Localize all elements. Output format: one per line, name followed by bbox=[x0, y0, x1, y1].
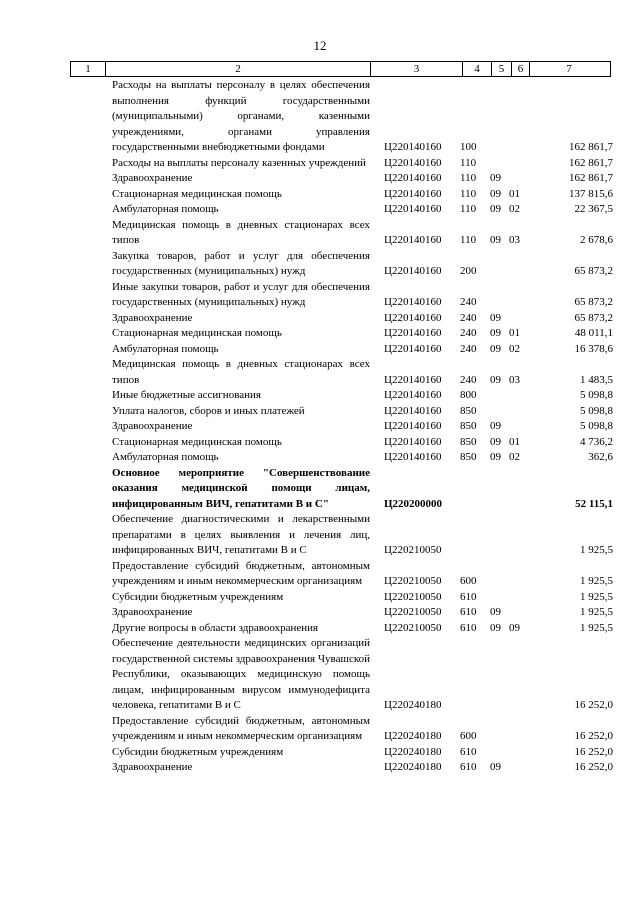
row-amount: 48 011,1 bbox=[574, 327, 613, 339]
row-section: 09 bbox=[490, 327, 501, 339]
row-code: Ц220240180 bbox=[384, 745, 442, 758]
row-name: Предоставление субсидий бюджетным, автономным учреждениям и иным некоммерческим организациям bbox=[112, 714, 370, 742]
row-code: Ц220240180 bbox=[384, 761, 442, 773]
table-row bbox=[0, 249, 640, 280]
row-code: Ц220140160 bbox=[384, 296, 442, 308]
table-row bbox=[0, 466, 640, 513]
table-row bbox=[0, 435, 640, 451]
row-group: 850 bbox=[460, 420, 477, 432]
row-group: 240 bbox=[460, 342, 477, 355]
header-col-5: 5 bbox=[492, 62, 512, 76]
row-name: Уплата налогов, сборов и иных платежей bbox=[112, 404, 305, 417]
row-subsection: 09 bbox=[509, 621, 520, 634]
row-section: 09 bbox=[490, 311, 501, 324]
table-row bbox=[0, 559, 640, 590]
row-amount: 16 252,0 bbox=[574, 699, 613, 711]
row-name: Основное мероприятие "Совершенствование оказания медицинской помощи лицам, инфицированным ВИЧ, гепатитами В и С" bbox=[112, 466, 370, 510]
row-name: Здравоохранение bbox=[112, 761, 193, 773]
row-code: Ц220140160 bbox=[384, 311, 442, 324]
row-section: 09 bbox=[490, 621, 501, 634]
table-row bbox=[0, 636, 640, 714]
row-amount: 16 252,0 bbox=[574, 745, 613, 758]
row-subsection: 03 bbox=[509, 234, 520, 246]
table-row bbox=[0, 760, 640, 776]
row-code: Ц220140160 bbox=[384, 451, 442, 463]
row-code: Ц220140160 bbox=[384, 203, 442, 215]
row-section: 09 bbox=[490, 606, 501, 618]
table-row bbox=[0, 218, 640, 249]
row-code: Ц220240180 bbox=[384, 699, 442, 711]
row-section: 09 bbox=[490, 435, 501, 448]
table-body bbox=[0, 78, 640, 776]
table-row bbox=[0, 311, 640, 327]
row-section: 09 bbox=[490, 373, 501, 386]
row-name: Расходы на выплаты персоналу казенных учреждений bbox=[112, 156, 366, 169]
row-amount: 5 098,8 bbox=[580, 420, 613, 432]
row-code: Ц220210050 bbox=[384, 606, 442, 618]
row-amount: 1 925,5 bbox=[580, 621, 613, 634]
row-amount: 65 873,2 bbox=[574, 311, 613, 324]
row-section: 09 bbox=[490, 203, 501, 215]
row-group: 240 bbox=[460, 327, 477, 339]
row-amount: 5 098,8 bbox=[580, 404, 613, 417]
row-amount: 1 925,5 bbox=[580, 606, 613, 618]
page-number: 12 bbox=[313, 38, 327, 53]
row-name: Медицинская помощь в дневных стационарах всех типов bbox=[112, 358, 370, 386]
row-group: 200 bbox=[460, 265, 477, 277]
row-code: Ц220140160 bbox=[384, 327, 442, 339]
row-group: 240 bbox=[460, 311, 477, 324]
row-section: 09 bbox=[490, 420, 501, 432]
header-col-4: 4 bbox=[463, 62, 492, 76]
row-amount: 162 861,7 bbox=[569, 156, 613, 169]
row-amount: 16 252,0 bbox=[574, 730, 613, 742]
header-col-3: 3 bbox=[371, 62, 463, 76]
row-amount: 1 925,5 bbox=[580, 575, 613, 587]
row-name: Стационарная медицинская помощь bbox=[112, 327, 282, 339]
row-code: Ц220140160 bbox=[384, 234, 442, 246]
row-name: Субсидии бюджетным учреждениям bbox=[112, 590, 284, 603]
row-code: Ц220140160 bbox=[384, 265, 442, 277]
row-group: 110 bbox=[460, 172, 477, 184]
row-code: Ц220140160 bbox=[384, 187, 442, 200]
row-subsection: 02 bbox=[509, 342, 520, 355]
table-row bbox=[0, 187, 640, 203]
row-code: Ц220210050 bbox=[384, 590, 442, 603]
row-name: Амбулаторная помощь bbox=[112, 342, 219, 355]
row-subsection: 02 bbox=[509, 203, 520, 215]
row-group: 610 bbox=[460, 761, 477, 773]
row-name: Здравоохранение bbox=[112, 606, 193, 618]
row-group: 240 bbox=[460, 373, 477, 386]
row-name: Иные закупки товаров, работ и услуг для обеспечения государственных (муниципальных) нужд bbox=[112, 280, 370, 308]
row-code: Ц220140160 bbox=[384, 389, 442, 401]
row-group: 110 bbox=[460, 156, 477, 169]
table-row bbox=[0, 78, 640, 156]
row-subsection: 01 bbox=[509, 187, 520, 200]
row-amount: 362,6 bbox=[588, 451, 613, 463]
table-row bbox=[0, 171, 640, 187]
row-group: 850 bbox=[460, 435, 477, 448]
row-amount: 1 925,5 bbox=[580, 590, 613, 603]
table-row bbox=[0, 605, 640, 621]
row-name: Другие вопросы в области здравоохранения bbox=[112, 621, 319, 634]
row-name: Амбулаторная помощь bbox=[112, 203, 219, 215]
table-row bbox=[0, 388, 640, 404]
row-subsection: 01 bbox=[509, 435, 520, 448]
row-group: 850 bbox=[460, 451, 477, 463]
row-name: Здравоохранение bbox=[112, 420, 193, 432]
table-row bbox=[0, 156, 640, 172]
row-group: 110 bbox=[460, 203, 477, 215]
row-section: 09 bbox=[490, 451, 501, 463]
row-name: Субсидии бюджетным учреждениям bbox=[112, 745, 284, 758]
table-row bbox=[0, 590, 640, 606]
row-group: 610 bbox=[460, 621, 477, 634]
row-code: Ц220140160 bbox=[384, 373, 442, 386]
row-group: 850 bbox=[460, 404, 477, 417]
row-group: 100 bbox=[460, 141, 477, 153]
row-amount: 65 873,2 bbox=[574, 265, 613, 277]
table-row bbox=[0, 202, 640, 218]
row-group: 800 bbox=[460, 389, 477, 401]
row-amount: 22 367,5 bbox=[574, 203, 613, 215]
row-amount: 52 115,1 bbox=[575, 497, 613, 510]
row-code: Ц220140160 bbox=[384, 172, 442, 184]
row-name: Стационарная медицинская помощь bbox=[112, 187, 282, 200]
header-col-6: 6 bbox=[512, 62, 530, 76]
row-name: Амбулаторная помощь bbox=[112, 451, 219, 463]
row-code: Ц220210050 bbox=[384, 575, 442, 587]
table-row bbox=[0, 621, 640, 637]
row-section: 09 bbox=[490, 172, 501, 184]
table-row bbox=[0, 512, 640, 559]
table-row bbox=[0, 404, 640, 420]
row-name: Медицинская помощь в дневных стационарах всех типов bbox=[112, 218, 370, 246]
row-amount: 162 861,7 bbox=[569, 141, 613, 153]
row-name: Предоставление субсидий бюджетным, автономным учреждениям и иным некоммерческим организациям bbox=[112, 559, 370, 587]
row-code: Ц220210050 bbox=[384, 544, 442, 556]
row-code: Ц220210050 bbox=[384, 621, 442, 634]
row-subsection: 02 bbox=[509, 451, 520, 463]
table-row bbox=[0, 450, 640, 466]
row-section: 09 bbox=[490, 234, 501, 246]
row-group: 600 bbox=[460, 575, 477, 587]
row-code: Ц220140160 bbox=[384, 342, 442, 355]
row-name: Иные бюджетные ассигнования bbox=[112, 389, 261, 401]
table-row bbox=[0, 714, 640, 745]
row-name: Закупка товаров, работ и услуг для обеспечения государственных (муниципальных) нужд bbox=[112, 249, 370, 277]
row-name: Обеспечение деятельности медицинских организаций государственной системы здравоохранения Чувашской Республики, оказывающих медицинскую помощь лицам, инфицированным вирусом иммунодефицита человека, гепатитами В и С bbox=[112, 637, 370, 711]
table-row bbox=[0, 745, 640, 761]
row-code: Ц220140160 bbox=[384, 435, 442, 448]
row-amount: 5 098,8 bbox=[580, 389, 613, 401]
row-code: Ц220140160 bbox=[384, 404, 442, 417]
row-amount: 162 861,7 bbox=[569, 172, 613, 184]
row-amount: 2 678,6 bbox=[580, 234, 613, 246]
header-col-7: 7 bbox=[566, 63, 572, 75]
header-col-1: 1 bbox=[71, 62, 106, 76]
table-header bbox=[70, 61, 611, 77]
row-subsection: 03 bbox=[509, 373, 520, 386]
row-group: 610 bbox=[460, 745, 477, 758]
row-amount: 16 378,6 bbox=[574, 342, 613, 355]
row-group: 610 bbox=[460, 590, 477, 603]
row-name: Обеспечение диагностическими и лекарственными препаратами в целях выявления и лечения лиц, инфицированных ВИЧ, гепатитами В и С bbox=[112, 513, 370, 556]
row-code: Ц220140160 bbox=[384, 156, 442, 169]
table-row bbox=[0, 342, 640, 358]
row-name: Здравоохранение bbox=[112, 311, 193, 324]
row-amount: 65 873,2 bbox=[574, 296, 613, 308]
row-group: 110 bbox=[460, 234, 477, 246]
row-section: 09 bbox=[490, 187, 501, 200]
row-name: Стационарная медицинская помощь bbox=[112, 435, 282, 448]
row-name: Здравоохранение bbox=[112, 172, 193, 184]
table-row bbox=[0, 357, 640, 388]
table-row bbox=[0, 326, 640, 342]
row-amount: 16 252,0 bbox=[574, 761, 613, 773]
table-row bbox=[0, 419, 640, 435]
row-code: Ц220140160 bbox=[384, 420, 442, 432]
row-amount: 1 925,5 bbox=[580, 544, 613, 556]
row-section: 09 bbox=[490, 761, 501, 773]
row-group: 240 bbox=[460, 296, 477, 308]
row-amount: 4 736,2 bbox=[580, 435, 613, 448]
row-amount: 1 483,5 bbox=[580, 373, 613, 386]
row-code: Ц220240180 bbox=[384, 730, 442, 742]
row-group: 600 bbox=[460, 730, 477, 742]
row-subsection: 01 bbox=[509, 327, 520, 339]
row-group: 110 bbox=[460, 187, 477, 200]
header-col-2: 2 bbox=[106, 62, 371, 76]
table-row bbox=[0, 280, 640, 311]
row-code: Ц220200000 bbox=[384, 497, 443, 510]
row-section: 09 bbox=[490, 342, 501, 355]
row-amount: 137 815,6 bbox=[569, 187, 613, 200]
row-name: Расходы на выплаты персоналу в целях обеспечения выполнения функций государственными (муниципальными) органами, казенными учреждениями, органами управления государственными внебюджетными фондами bbox=[112, 79, 370, 153]
row-group: 610 bbox=[460, 606, 477, 618]
row-code: Ц220140160 bbox=[384, 141, 442, 153]
